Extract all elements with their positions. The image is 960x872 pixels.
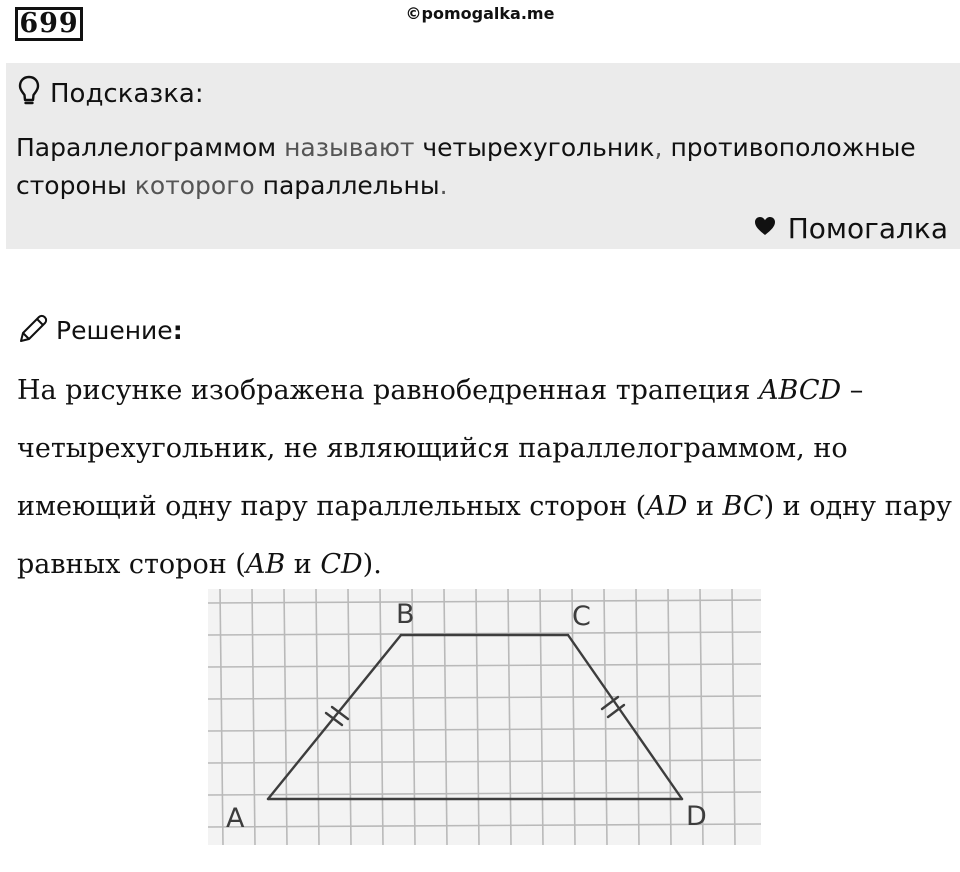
text-run: параллельны <box>262 171 440 200</box>
hint-text <box>16 129 946 205</box>
text-run: ) и одну пару равных сторон ( <box>17 491 952 580</box>
text-run: AD <box>646 491 688 522</box>
text-run: четырехугольник <box>422 133 655 162</box>
solution-title-colon: : <box>172 316 183 345</box>
vertex-label-b: B <box>396 599 415 630</box>
hint-title: Подсказка: <box>50 78 204 109</box>
site-watermark: ©pomogalka.me <box>405 4 555 23</box>
text-run: противоположные стороны <box>16 133 916 200</box>
text-run: которого <box>126 171 263 200</box>
vertex-label-a: A <box>226 803 245 834</box>
hint-header <box>18 75 204 112</box>
solution-title: Решение <box>56 316 173 345</box>
text-run: CD <box>320 549 363 580</box>
text-run: . <box>439 171 448 200</box>
pencil-icon <box>18 312 50 349</box>
vertex-label-d: D <box>686 801 707 832</box>
text-run: называют <box>276 133 423 162</box>
text-run: и <box>285 549 321 580</box>
hint-panel <box>6 63 960 249</box>
heart-icon <box>754 216 776 241</box>
text-run: ). <box>362 549 382 580</box>
text-run: , <box>654 133 671 162</box>
solution-header <box>18 312 183 349</box>
text-run: Параллелограммом <box>16 133 277 162</box>
task-number: 699 <box>15 7 83 41</box>
lightbulb-icon <box>18 75 40 112</box>
text-run: AB <box>245 549 286 580</box>
text-run: BC <box>722 491 764 522</box>
text-run: и <box>687 491 723 522</box>
vertex-label-c: C <box>572 601 591 632</box>
text-run: – четырехугольник, не являющийся параллелограммом, но имеющий одну пару параллельных сторон ( <box>17 375 864 522</box>
solution-text <box>17 362 952 594</box>
text-run: ABCD <box>758 375 842 406</box>
trapezoid-figure <box>208 589 761 845</box>
brand-label-group <box>754 212 948 245</box>
text-run: На рисунке изображена равнобедренная трапеция <box>17 375 759 406</box>
brand-label: Помогалка <box>787 212 948 245</box>
